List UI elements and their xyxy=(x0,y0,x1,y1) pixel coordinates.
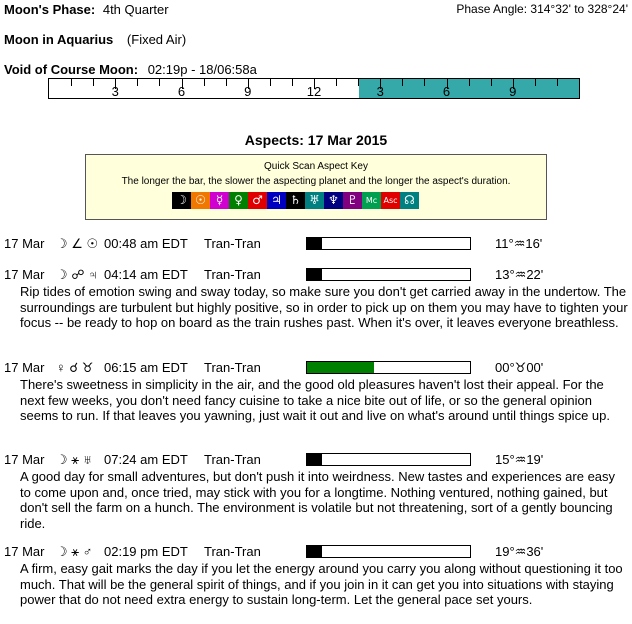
aspect-header xyxy=(4,544,628,561)
timeline-hour-label: 3 xyxy=(111,84,119,99)
jupiter-icon: ♃ xyxy=(267,192,286,209)
timeline-hour-label: 3 xyxy=(376,84,384,99)
aspect-symbols: ☽ ☍ ♃ xyxy=(56,267,98,282)
moon-sign-element: (Fixed Air) xyxy=(126,32,187,47)
aspects-title: Aspects: 17 Mar 2015 xyxy=(244,132,388,148)
aspect-symbols: ♀ ☌ ♉ xyxy=(56,360,94,375)
sun-icon: ☉ xyxy=(191,192,210,209)
aspect-date: 17 Mar xyxy=(4,452,45,467)
aspect-description: Rip tides of emotion swing and sway today, so make sure you don't get carried away in the undertow. The surroundings are turbulent but highly positive, so in order to pick up on them you may have to tighten your focus -- be ready to hop on board as the train rushes past. When it's over, it leaves everyone breathless. xyxy=(20,284,628,330)
aspect-position: 11°♒16' xyxy=(495,236,543,251)
key-description: The longer the bar, the slower the aspecting planet and the longer the aspect's duration. xyxy=(121,176,511,187)
timeline-tick xyxy=(159,79,160,86)
timeline-tick xyxy=(469,79,470,86)
timeline-tick xyxy=(535,79,536,86)
void-of-course-timeline xyxy=(48,78,580,99)
aspect-symbols: ☽ ⚹ ♂ xyxy=(56,544,93,559)
timeline-tick xyxy=(358,79,359,86)
aspect-entry xyxy=(4,452,628,531)
aspect-time: 00:48 am EDT xyxy=(104,236,188,251)
aspect-description: There's sweetness in simplicity in the air, and the good old pleasures haven't lost their appeal. For the next few weeks, you don't need fancy cuisine to take a nice bite out of life, or so the general opinion seems to run. If that leaves you yawning, just wait it out and live on what's around until things spice up. xyxy=(20,377,610,423)
aspect-symbols: ☽ ⚹ ♅ xyxy=(56,452,93,467)
aspect-type: Tran-Tran xyxy=(204,267,261,282)
aspect-entry xyxy=(4,360,628,424)
timeline-tick xyxy=(270,79,271,86)
aspect-header xyxy=(4,267,628,284)
aspect-time: 02:19 pm EDT xyxy=(104,544,188,559)
moon-icon: ☽ xyxy=(172,192,191,209)
aspect-position: 15°♒19' xyxy=(495,452,544,467)
aspect-date: 17 Mar xyxy=(4,267,45,282)
moon-sign-row xyxy=(4,32,186,47)
aspect-time: 07:24 am EDT xyxy=(104,452,188,467)
moon-phase-row xyxy=(4,2,169,17)
timeline-hour-label: 9 xyxy=(509,84,517,99)
timeline-tick xyxy=(137,79,138,86)
midheaven-icon: Mc xyxy=(362,192,381,209)
aspect-position: 00°♉00' xyxy=(495,360,544,375)
moon-phase-value: 4th Quarter xyxy=(102,2,169,17)
uranus-icon: ♅ xyxy=(305,192,324,209)
timeline-tick xyxy=(336,79,337,86)
aspect-duration-fill xyxy=(307,454,322,465)
phase-angle: Phase Angle: 314°32' to 328°24' xyxy=(456,2,628,16)
planet-glyph-strip xyxy=(172,192,419,209)
aspect-description: A good day for small adventures, but don't push it into weirdness. New tastes and experiences are easy to come upon and, once tried, may stick with you for a longtime. Nothing ventured, nothing gained, but don't sell the farm on a hunch. The environment is volatile but not threatening, sort of a gently bouncing ride. xyxy=(20,469,616,531)
timeline-hour-label: 9 xyxy=(244,84,252,99)
timeline-tick xyxy=(204,79,205,86)
aspect-duration-bar xyxy=(306,268,471,281)
moon-sign-label: Moon in Aquarius xyxy=(4,32,114,47)
pluto-icon: ♇ xyxy=(343,192,362,209)
aspect-header xyxy=(4,236,628,253)
timeline-tick xyxy=(424,79,425,86)
aspect-duration-fill xyxy=(307,238,322,249)
aspect-header xyxy=(4,452,628,469)
neptune-icon: ♆ xyxy=(324,192,343,209)
aspect-entry xyxy=(4,267,628,331)
aspect-date: 17 Mar xyxy=(4,360,45,375)
timeline-hour-label: 12 xyxy=(306,84,322,99)
aspect-duration-bar xyxy=(306,361,471,374)
aspect-duration-fill xyxy=(307,546,322,557)
aspect-time: 04:14 am EDT xyxy=(104,267,188,282)
moon-phase-label: Moon's Phase: xyxy=(4,2,96,17)
key-title: Quick Scan Aspect Key xyxy=(264,161,368,172)
quick-scan-aspect-key xyxy=(85,154,547,220)
aspect-date: 17 Mar xyxy=(4,544,45,559)
timeline-tick xyxy=(292,79,293,86)
aspect-type: Tran-Tran xyxy=(204,544,261,559)
ascendant-icon: Asc xyxy=(381,192,400,209)
aspect-type: Tran-Tran xyxy=(204,452,261,467)
aspect-entry xyxy=(4,236,628,253)
mars-icon: ♂ xyxy=(248,192,267,209)
aspect-header xyxy=(4,360,628,377)
aspect-description: A firm, easy gait marks the day if you let the energy around you carry you along without questioning it too much. That will be the general spirit of things, and if you join in it can get you into situations with staying power that do not need extra energy to sustain long-term. Let the general pace set yours. xyxy=(20,561,623,607)
aspect-position: 19°♒36' xyxy=(495,544,544,559)
aspect-time: 06:15 am EDT xyxy=(104,360,188,375)
timeline-hour-label: 6 xyxy=(177,84,186,99)
aspect-duration-bar xyxy=(306,545,471,558)
timeline-tick xyxy=(491,79,492,86)
aspect-symbols: ☽ ∠ ☉ xyxy=(56,236,99,251)
void-of-course-row xyxy=(4,62,257,77)
aspect-position: 13°♒22' xyxy=(495,267,544,282)
timeline-tick xyxy=(226,79,227,86)
timeline-hour-label: 6 xyxy=(442,84,451,99)
aspect-duration-fill xyxy=(307,269,322,280)
saturn-icon: ♄ xyxy=(286,192,305,209)
aspect-date: 17 Mar xyxy=(4,236,45,251)
aspect-duration-bar xyxy=(306,453,471,466)
venus-icon: ♀ xyxy=(229,192,248,209)
timeline-tick xyxy=(402,79,403,86)
aspect-duration-bar xyxy=(306,237,471,250)
aspect-type: Tran-Tran xyxy=(204,360,261,375)
timeline-tick xyxy=(71,79,72,86)
timeline-tick xyxy=(557,79,558,86)
timeline-tick xyxy=(93,79,94,86)
void-label: Void of Course Moon: xyxy=(4,62,139,77)
aspect-entry xyxy=(4,544,628,608)
aspect-duration-fill xyxy=(307,362,374,373)
mercury-icon: ☿ xyxy=(210,192,229,209)
void-value: 02:19p - 18/06:58a xyxy=(147,62,257,77)
aspect-type: Tran-Tran xyxy=(204,236,261,251)
node-icon: ☊ xyxy=(400,192,419,209)
